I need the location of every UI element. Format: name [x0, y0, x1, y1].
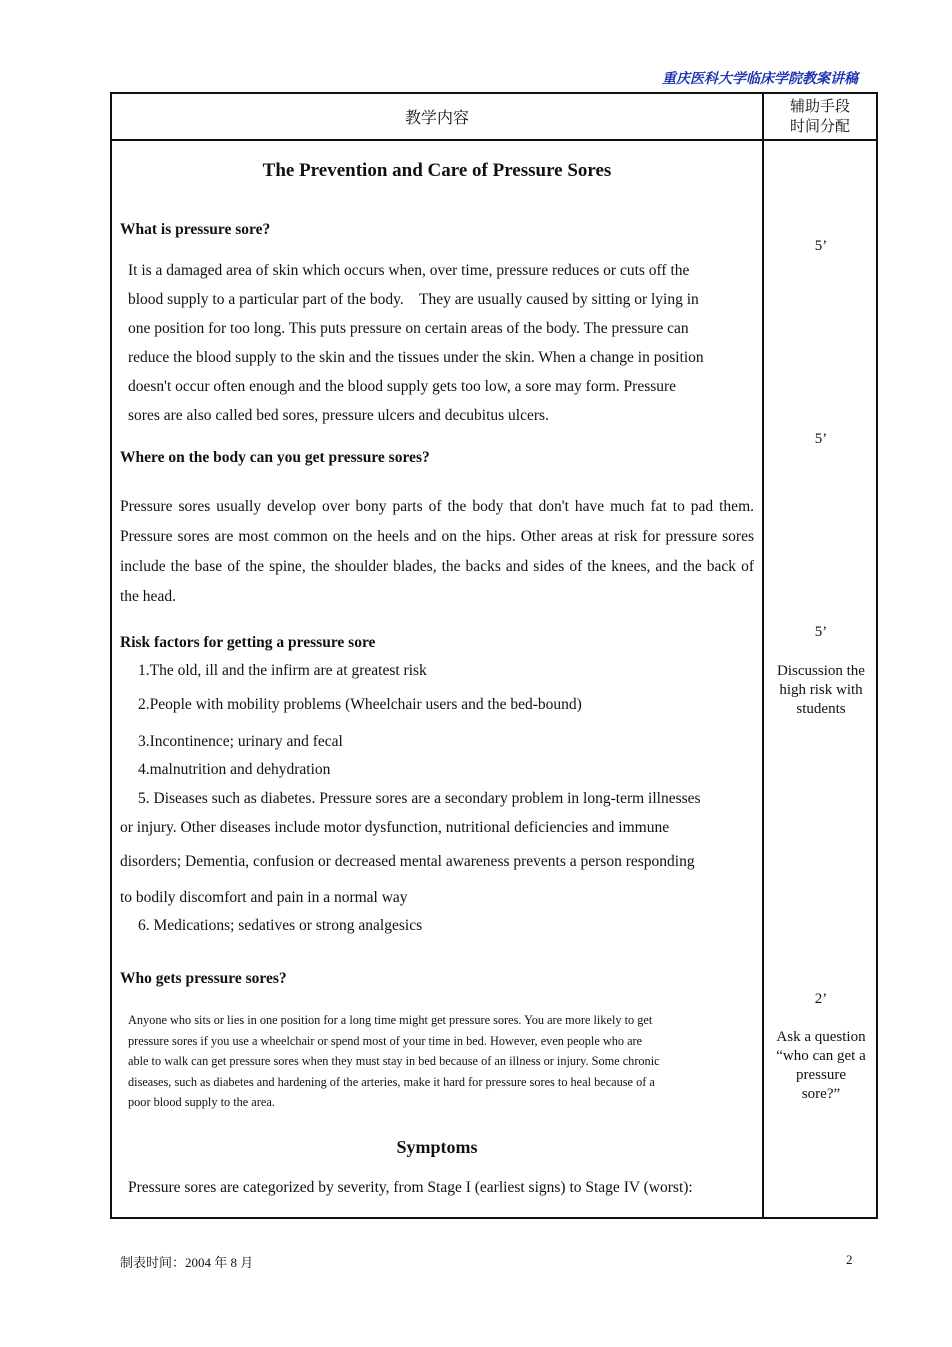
risk-item-5-line1: 5. Diseases such as diabetes. Pressure sores are a secondary problem in long-term illnesses — [138, 790, 701, 807]
paragraph-line: blood supply to a particular part of the body. They are usually caused by sitting or lying in — [128, 291, 699, 308]
note-line: pressure — [796, 1067, 846, 1083]
page-number: 2 — [846, 1252, 853, 1267]
time-note-4: 2’ — [814, 991, 828, 1007]
paragraph-where: Pressure sores usually develop over bony parts of the body that don't have much fat to pad them. Pressure sores are most common on the heels and on the hips. Other areas at risk for pressure sores include the base of the spine, the shoulder blades, the backs and sides of the knees, and the back of the head. — [120, 498, 754, 605]
paragraph-line: able to walk can get pressure sores when they must stay in bed because of an illness or injury. Some chronic — [128, 1054, 660, 1068]
page-header: 重庆医科大学临床学院教案讲稿 — [662, 71, 858, 87]
note-line: high risk with — [779, 682, 863, 698]
note-line: Discussion the — [777, 663, 865, 679]
risk-item-1: 1.The old, ill and the infirm are at greatest risk — [138, 662, 427, 679]
paragraph-line: diseases, such as diabetes and hardening of the arteries, make it hard for pressure sores to heal because of a — [128, 1074, 655, 1089]
paragraph-line: doesn't occur often enough and the blood supply gets too low, a sore may form. Pressure — [128, 378, 677, 395]
heading-who: Who gets pressure sores? — [120, 970, 287, 987]
question-note — [764, 1028, 878, 1104]
header-content-label: 教学内容 — [404, 110, 469, 127]
paragraph-line: It is a damaged area of skin which occurs when, over time, pressure reduces or cuts off the — [128, 262, 690, 279]
risk-item-5-line2: or injury. Other diseases include motor dysfunction, nutritional deficiencies and immune — [120, 819, 670, 836]
paragraph-line: pressure sores if you use a wheelchair or spend most of your time in bed. However, even people who are — [128, 1033, 643, 1048]
risk-item-2: 2.People with mobility problems (Wheelchair users and the bed-bound) — [138, 696, 582, 713]
risk-item-6: 6. Medications; sedatives or strong analgesics — [138, 917, 423, 934]
paragraph-line: sores are also called bed sores, pressure ulcers and decubitus ulcers. — [128, 407, 549, 424]
heading-what: What is pressure sore? — [120, 221, 271, 238]
note-line: sore?” — [801, 1086, 841, 1102]
lesson-table — [110, 92, 878, 1219]
paragraph-symptoms: Pressure sores are categorized by severity, from Stage I (earliest signs) to Stage IV (worst): — [128, 1179, 693, 1196]
note-line: “who can get a — [776, 1048, 866, 1064]
paragraph-line: reduce the blood supply to the skin and the tissues under the skin. When a change in position — [128, 349, 704, 366]
risk-item-5-line4: to bodily discomfort and pain in a normal way — [120, 889, 408, 906]
header-divider — [112, 139, 876, 141]
paragraph-who — [128, 1010, 756, 1113]
header-side-line2: 时间分配 — [789, 118, 850, 135]
note-line: students — [796, 701, 846, 717]
footer-date: 制表时间：2004 年 8 月 — [120, 1255, 254, 1270]
risk-item-4: 4.malnutrition and dehydration — [138, 761, 331, 778]
note-line: Ask a question — [776, 1029, 866, 1045]
discussion-note — [764, 662, 878, 719]
paragraph-line: Anyone who sits or lies in one position for a long time might get pressure sores. You are more likely to get — [128, 1013, 653, 1027]
time-note-2: 5’ — [814, 431, 828, 447]
heading-risk: Risk factors for getting a pressure sore — [120, 634, 376, 651]
header-side-label — [764, 94, 876, 139]
header-side-line1: 辅助手段 — [789, 98, 850, 115]
heading-symptoms: Symptoms — [396, 1137, 478, 1157]
lesson-title: The Prevention and Care of Pressure Sores — [262, 160, 612, 181]
risk-item-3: 3.Incontinence; urinary and fecal — [138, 733, 343, 750]
time-note-3: 5’ — [814, 624, 828, 640]
time-note-1: 5’ — [814, 238, 828, 254]
risk-item-5-line3: disorders; Dementia, confusion or decreased mental awareness prevents a person responding — [120, 853, 695, 870]
paragraph-line: poor blood supply to the area. — [128, 1095, 275, 1109]
paragraph-line: one position for too long. This puts pressure on certain areas of the body. The pressure can — [128, 320, 689, 337]
heading-where: Where on the body can you get pressure sores? — [120, 449, 430, 466]
paragraph-what — [128, 256, 756, 430]
